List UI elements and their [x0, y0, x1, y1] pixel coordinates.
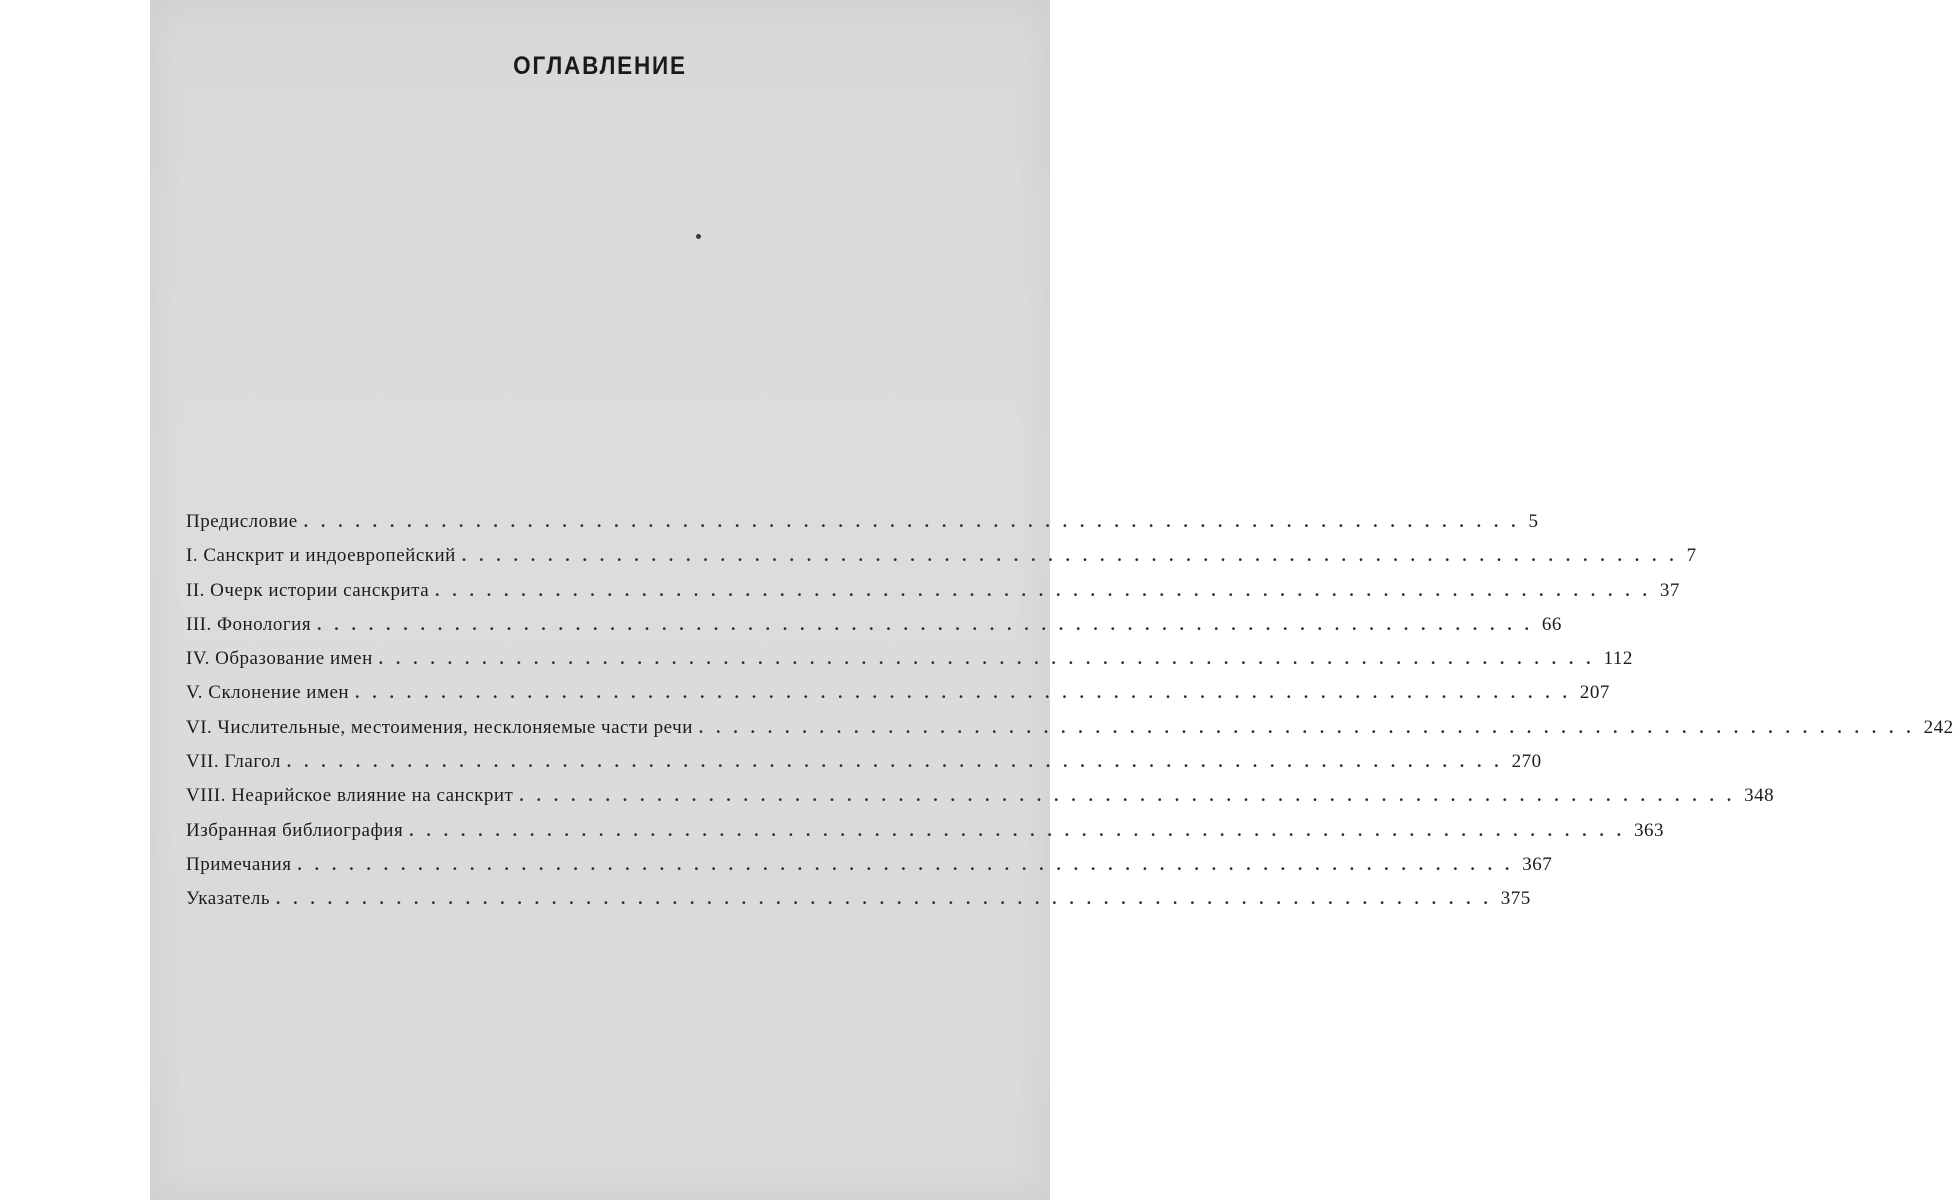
toc-entry-chapter-2 — [186, 579, 1680, 614]
toc-entry-index — [186, 888, 1531, 922]
toc-leader-dots: ....................................................................... — [317, 614, 1542, 634]
toc-entry-label: VIII. Неарийское влияние на санскрит — [186, 785, 514, 807]
paper-speck — [696, 234, 701, 239]
toc-entry-page: 66 — [1541, 613, 1562, 635]
toc-leader-dots: ....................................................................... — [276, 889, 1501, 909]
toc-leader-dots: ....................................................................... — [698, 717, 1924, 737]
toc-entry-page: 5 — [1528, 511, 1539, 532]
toc-entry-label: III. Фонология — [186, 613, 312, 635]
toc-entry-label: Предисловие — [186, 511, 298, 532]
toc-entry-page: 270 — [1511, 751, 1542, 773]
toc-leader-dots: ....................................................................... — [286, 752, 1512, 772]
toc-entry-label: IV. Образование имен — [186, 648, 373, 670]
toc-leader-dots: ....................................................................... — [297, 854, 1523, 874]
toc-entry-label: VI. Числительные, местоимения, несклоняемые части речи — [186, 716, 693, 738]
toc-entry-notes — [186, 853, 1553, 888]
book-page — [150, 0, 1954, 1200]
toc-leader-dots: ....................................................................... — [409, 820, 1634, 840]
toc-entry-page: 37 — [1659, 579, 1680, 601]
toc-entry-page: 207 — [1579, 682, 1610, 704]
toc-entry-page: 7 — [1686, 545, 1697, 567]
toc-entry-chapter-5 — [186, 682, 1610, 716]
toc-entry-label: I. Санскрит и индоевропейский — [186, 545, 456, 567]
toc-entry-chapter-8 — [186, 785, 1775, 819]
toc-entry-label: Указатель — [186, 888, 270, 910]
toc-entry-page: 375 — [1500, 888, 1531, 910]
toc-entry-page: 367 — [1522, 853, 1553, 875]
toc-entry-label: VII. Глагол — [186, 751, 281, 773]
toc-leader-dots: ....................................................................... — [519, 786, 1745, 806]
toc-entry-label: V. Склонение имен — [186, 682, 350, 704]
toc-entry-preface — [186, 511, 1539, 545]
table-of-contents — [186, 511, 1954, 923]
toc-entry-page: 112 — [1603, 648, 1633, 670]
toc-entry-label: Избранная библиография — [186, 819, 404, 841]
page-title: ОГЛАВЛЕНИЕ — [513, 52, 687, 80]
toc-leader-dots: ....................................................................... — [378, 649, 1604, 669]
toc-entry-bibliography — [186, 819, 1664, 854]
toc-entry-chapter-1 — [186, 545, 1697, 579]
toc-leader-dots: ....................................................................... — [355, 683, 1580, 703]
toc-entry-label: Примечания — [186, 853, 292, 875]
toc-entry-chapter-4 — [186, 648, 1633, 682]
toc-entry-page: 242 — [1923, 716, 1954, 738]
toc-entry-chapter-6 — [186, 716, 1954, 751]
toc-leader-dots: ....................................................................... — [461, 546, 1687, 566]
toc-entry-chapter-3 — [186, 613, 1562, 648]
toc-entry-page: 348 — [1744, 785, 1775, 807]
toc-leader-dots: ....................................................................... — [435, 580, 1660, 600]
toc-leader-dots: ....................................................................... — [303, 512, 1529, 531]
toc-entry-label: II. Очерк истории санскрита — [186, 579, 430, 601]
toc-entry-chapter-7 — [186, 751, 1542, 785]
toc-entry-page: 363 — [1633, 819, 1664, 841]
